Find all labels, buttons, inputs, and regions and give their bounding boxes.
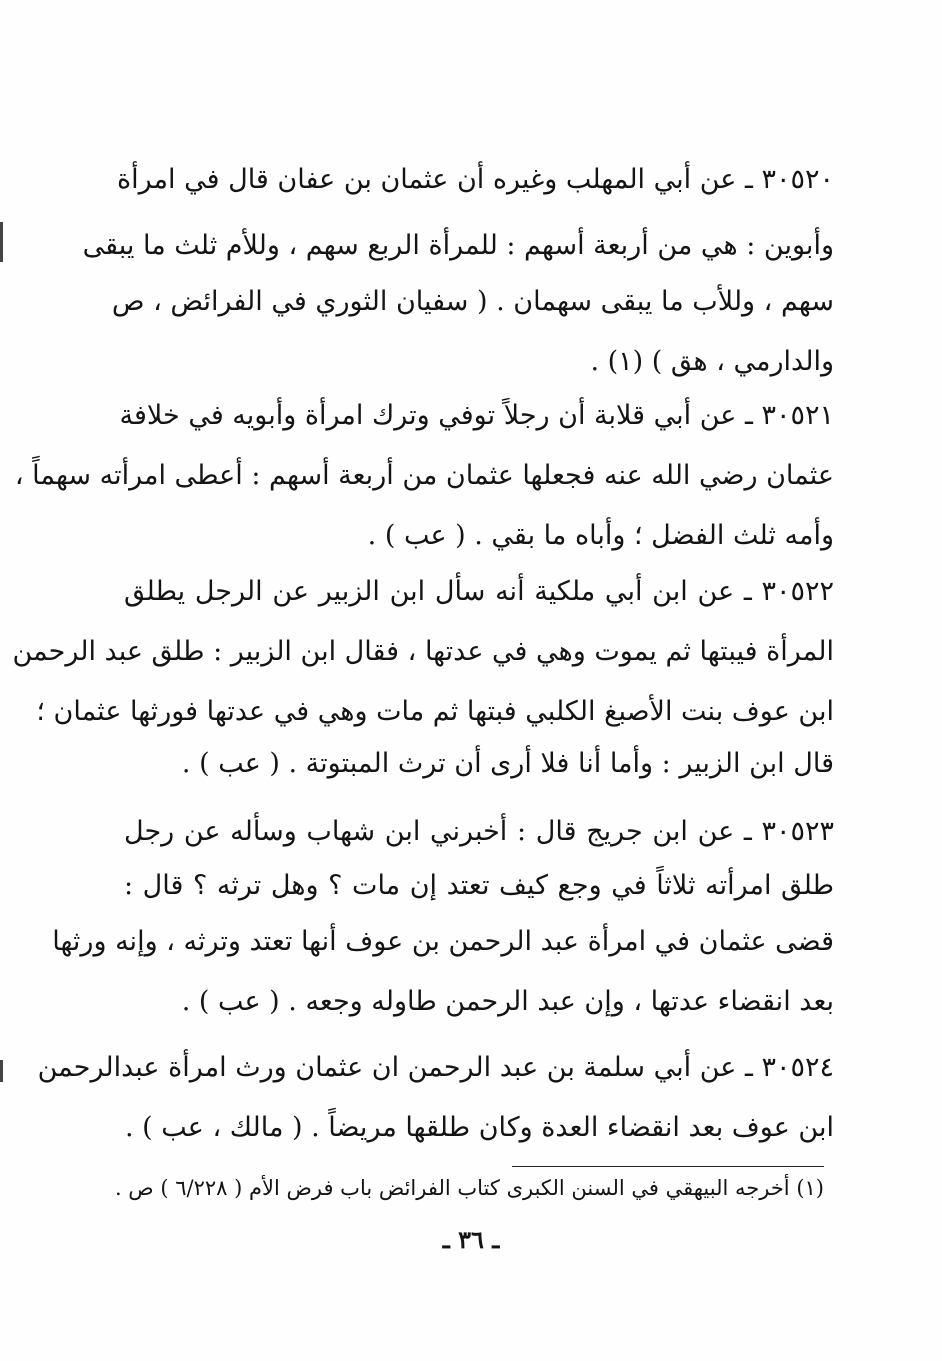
paragraph-30522-line-3: ابن عوف بنت الأصبغ الكلبي فبتها ثم مات وهي في عدتها فورثها عثمان ؛ — [36, 696, 834, 727]
footnote-separator — [512, 1166, 824, 1167]
paragraph-30520-line-2: وأبوين : هي من أربعة أسهم : للمرأة الربع سهم ، وللأم ثلث ما يبقى — [82, 230, 834, 261]
paragraph-30521-line-1: ٣٠٥٢١ ـ عن أبي قلابة أن رجلاً توفي وترك امرأة وأبويه في خلافة — [119, 400, 834, 431]
footnote-1: (١) أخرجه البيهقي في السنن الكبرى كتاب الفرائض باب فرض الأم ( ٦/٢٢٨ ) ص . — [114, 1176, 824, 1200]
paragraph-30521-line-3: وأمه ثلث الفضل ؛ وأباه ما بقي . ( عب ) . — [367, 520, 834, 551]
scan-edge-mark — [0, 222, 3, 262]
paragraph-30520-line-1: ٣٠٥٢٠ ـ عن أبي المهلب وغيره أن عثمان بن عفان قال في امرأة — [117, 164, 834, 195]
paragraph-30521-line-2: عثمان رضي الله عنه فجعلها عثمان من أربعة أسهم : أعطى امرأته سهماً ، — [14, 460, 834, 491]
paragraph-30523-line-2: طلق امرأته ثلاثاً في وجع كيف تعتد إن مات ؟ وهل ترثه ؟ قال : — [124, 870, 834, 901]
scan-edge-mark — [0, 1060, 3, 1082]
paragraph-30522-line-4: قال ابن الزبير : وأما أنا فلا أرى أن ترث المبتوتة . ( عب ) . — [181, 748, 834, 779]
paragraph-30522-line-2: المرأة فيبتها ثم يموت وهي في عدتها ، فقال ابن الزبير : طلق عبد الرحمن — [12, 636, 834, 667]
paragraph-30523-line-4: بعد انقضاء عدتها ، وإن عبد الرحمن طاوله وجعه . ( عب ) . — [181, 986, 834, 1017]
paragraph-30524-line-2: ابن عوف بعد انقضاء العدة وكان طلقها مريضاً . ( مالك ، عب ) . — [124, 1112, 834, 1143]
paragraph-30524-line-1: ٣٠٥٢٤ ـ عن أبي سلمة بن عبد الرحمن ان عثمان ورث امرأة عبدالرحمن — [37, 1052, 834, 1083]
page-number: ـ ٣٦ ـ — [442, 1225, 500, 1254]
paragraph-30523-line-3: قضى عثمان في امرأة عبد الرحمن بن عوف أنها تعتد وترثه ، وإنه ورثها — [52, 926, 834, 957]
paragraph-30522-line-1: ٣٠٥٢٢ ـ عن ابن أبي ملكية أنه سأل ابن الزبير عن الرجل يطلق — [124, 576, 834, 607]
paragraph-30520-line-4: والدارمي ، هق ) (١) . — [590, 346, 834, 377]
paragraph-30520-line-3: سهم ، وللأب ما يبقى سهمان . ( سفيان الثوري في الفرائض ، ص — [111, 286, 834, 317]
paragraph-30523-line-1: ٣٠٥٢٣ ـ عن ابن جريج قال : أخبرني ابن شهاب وسأله عن رجل — [124, 816, 834, 847]
